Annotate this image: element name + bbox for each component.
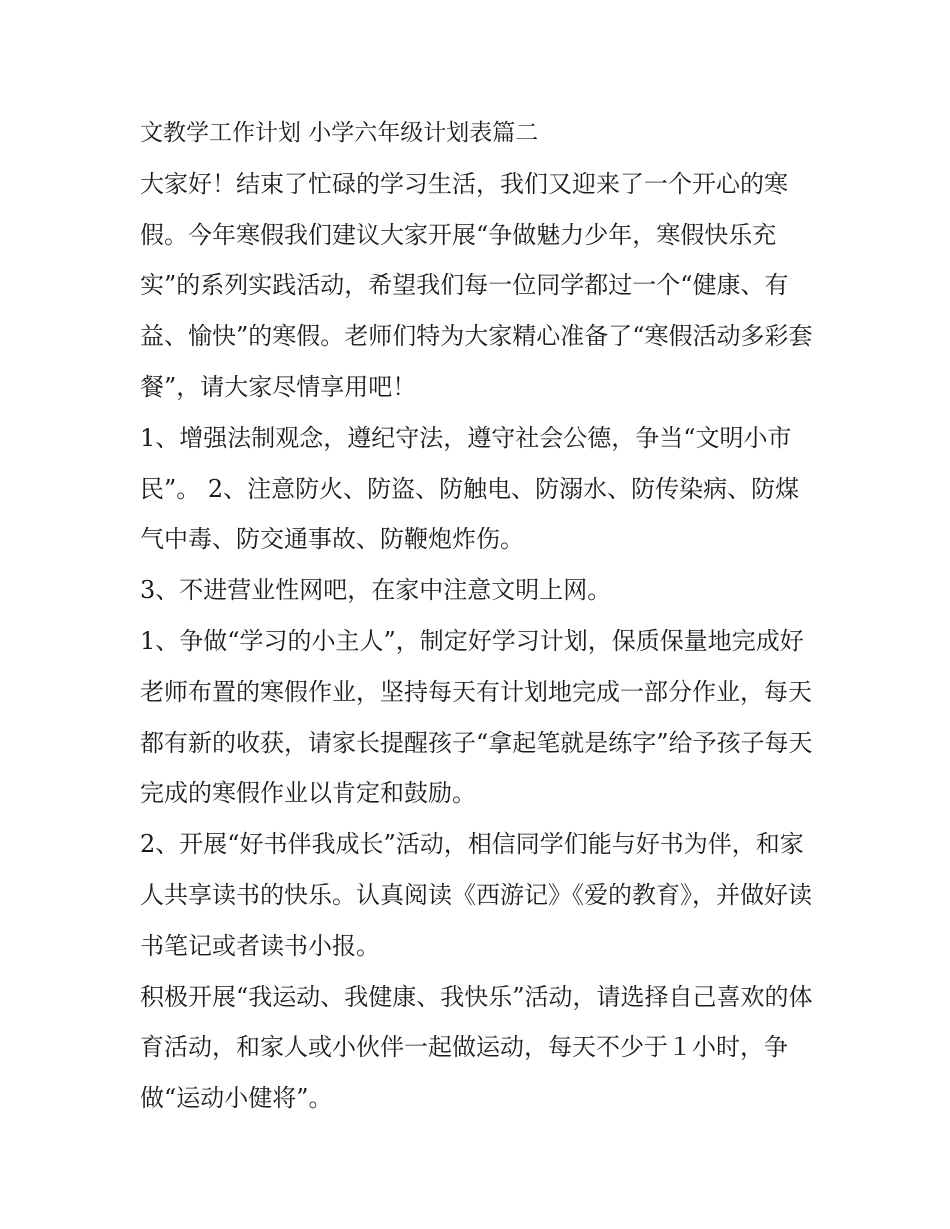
paragraph-reading: 2、开展“好书伴我成长”活动，相信同学们能与好书为伴，和家人共享读书的快乐。认真阅读《西游记》《爱的教育》，并做好读书笔记或者读书小报。 [140, 830, 812, 960]
paragraph-internet: 3、不进营业性网吧，在家中注意文明上网。 [140, 576, 612, 605]
paragraph-safety: 1、增强法制观念，遵纪守法，遵守社会公德，争当“文明小市民”。 2、注意防火、防盗、防触电、防溺水、防传染病、防煤气中毒、防交通事故、防鞭炮炸伤。 [140, 423, 800, 554]
paragraph-exercise: 积极开展“我运动、我健康、我快乐”活动，请选择自己喜欢的体育活动，和家人或小伙伴一起做运动，每天不少于１小时，争做“运动小健将”。 [140, 982, 813, 1113]
document-body [140, 108, 820, 1124]
paragraph-study: 1、争做“学习的小主人”，制定好学习计划，保质保量地完成好老师布置的寒假作业，坚持每天有计划地完成一部分作业，每天都有新的收获，请家长提醒孩子“拿起笔就是练字”给予孩子每天完成的寒假作业以肯定和鼓励。 [140, 626, 813, 808]
document-title: 文教学工作计划 小学六年级计划表篇二 [140, 120, 539, 146]
paragraph-greeting: 大家好！结束了忙碌的学习生活，我们又迎来了一个开心的寒假。今年寒假我们建议大家开展“争做魅力少年，寒假快乐充实”的系列实践活动，希望我们每一位同学都过一个“健康、有益、愉快”的寒假。老师们特为大家精心准备了“寒假活动多彩套餐”，请大家尽情享用吧！ [140, 169, 813, 401]
